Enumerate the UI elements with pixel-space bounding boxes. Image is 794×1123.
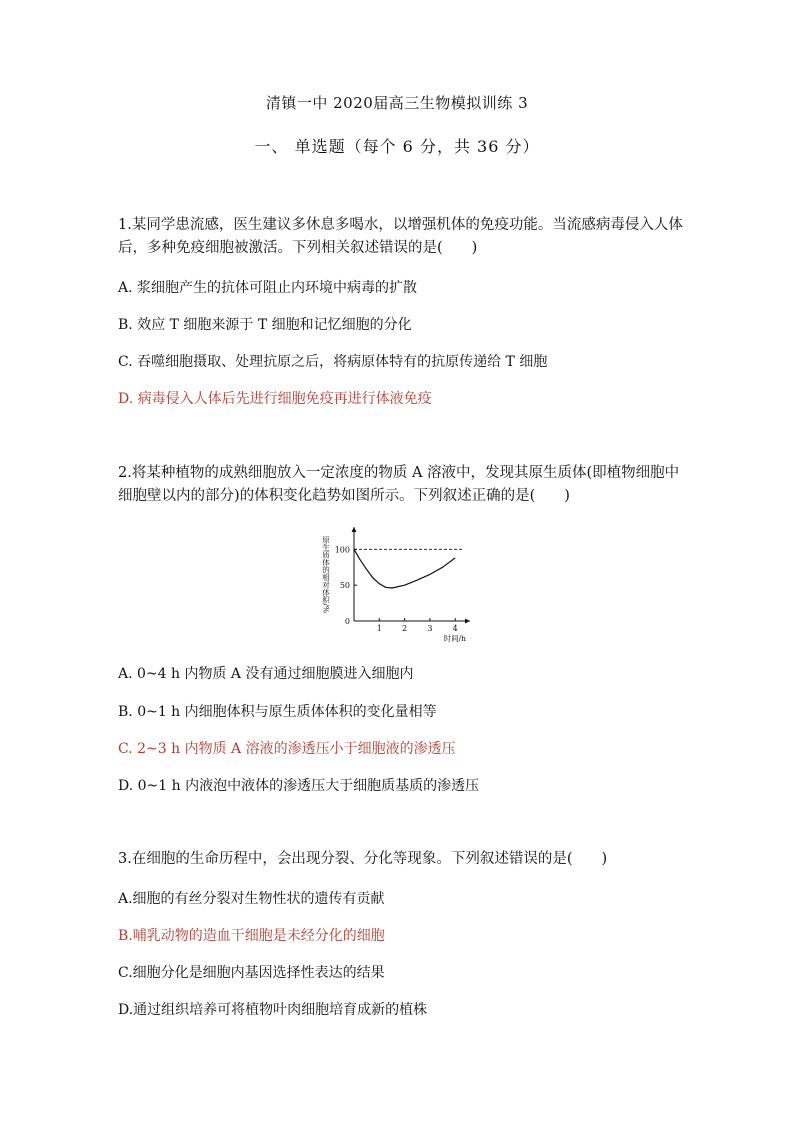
question-1-option-d[interactable]: D. 病毒侵入人体后先进行细胞免疫再进行体液免疫 (118, 391, 432, 407)
y-tick-label: 50 (339, 581, 350, 591)
page-title: 清镇一中 2020届高三生物模拟训练 3 (265, 94, 529, 112)
question-2-option-b[interactable]: B. 0~1 h 内细胞体积与原生质体体积的变化量相等 (118, 704, 437, 720)
question-3-option-d[interactable]: D.通过组织培养可将植物叶肉细胞培育成新的植株 (118, 1002, 428, 1018)
question-3-option-a[interactable]: A.细胞的有丝分裂对生物性状的遗传有贡献 (118, 891, 385, 907)
question-2-option-d[interactable]: D. 0~1 h 内液泡中液体的渗透压大于细胞质基质的渗透压 (118, 778, 480, 794)
series-line (354, 549, 455, 588)
section-heading: 一、 单选题（每个 6 分，共 36 分） (254, 137, 540, 156)
y-tick-label: 100 (334, 545, 350, 555)
x-tick-label: 4 (452, 624, 458, 633)
volume-chart (318, 526, 478, 646)
x-axis-label: 时间/h (443, 634, 466, 643)
x-axis-arrow (465, 619, 470, 624)
question-3-option-c[interactable]: C.细胞分化是细胞内基因选择性表达的结果 (118, 965, 385, 981)
y-axis-label: 原生质体的相对体积/% (321, 536, 331, 614)
x-tick-label: 3 (427, 624, 433, 633)
x-tick-label: 2 (402, 624, 408, 633)
question-1-option-a[interactable]: A. 浆细胞产生的抗体可阻止内环境中病毒的扩散 (118, 280, 418, 296)
question-3-option-b[interactable]: B.哺乳动物的造血干细胞是未经分化的细胞 (118, 928, 385, 944)
question-2-option-c[interactable]: C. 2~3 h 内物质 A 溶液的渗透压小于细胞液的渗透压 (118, 741, 456, 757)
question-2-stem: 2.将某种植物的成熟细胞放入一定浓度的物质 A 溶液中，发现其原生质体(即植物细胞中细胞壁以内的部分)的体积变化趋势如图所示。下列叙述正确的是( ) (118, 465, 680, 504)
question-3-stem: 3.在细胞的生命历程中，会出现分裂、分化等现象。下列叙述错误的是( ) (118, 851, 608, 867)
question-1-option-c[interactable]: C. 吞噬细胞摄取、处理抗原之后，将病原体特有的抗原传递给 T 细胞 (118, 354, 548, 370)
y-axis-arrow (352, 527, 357, 532)
question-2-option-a[interactable]: A. 0~4 h 内物质 A 没有通过细胞膜进入细胞内 (118, 666, 414, 682)
question-1-option-b[interactable]: B. 效应 T 细胞来源于 T 细胞和记忆细胞的分化 (118, 317, 412, 333)
y-tick-label: 0 (344, 617, 350, 626)
x-tick-label: 1 (376, 624, 382, 633)
question-1-stem: 1.某同学患流感，医生建议多休息多喝水，以增强机体的免疫功能。当流感病毒侵入人体后，多种免疫细胞被激活。下列相关叙述错误的是( ) (118, 217, 683, 256)
